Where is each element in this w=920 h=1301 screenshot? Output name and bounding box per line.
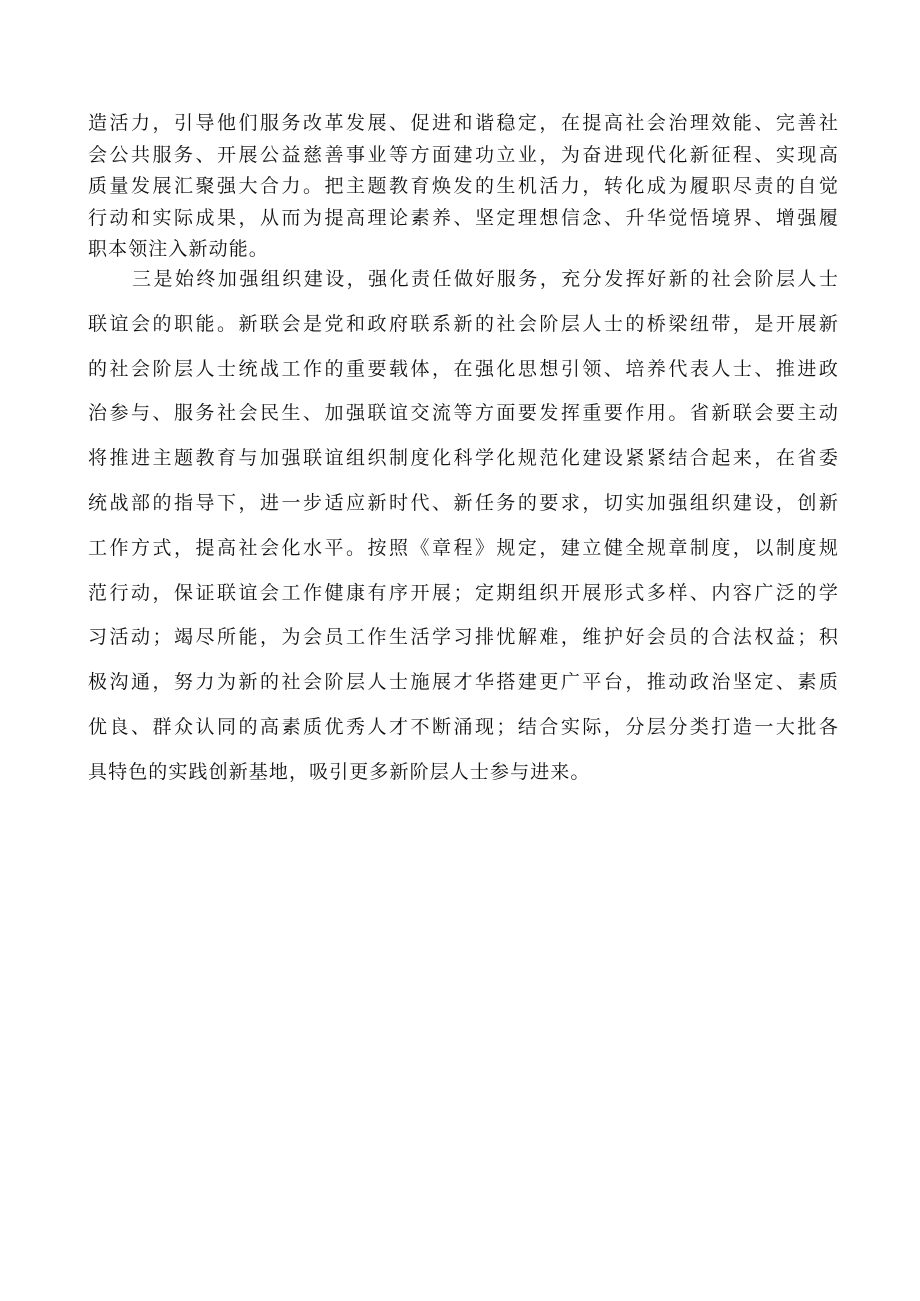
paragraph-line: 统战部的指导下，进一步适应新时代、新任务的要求，切实加强组织建设，创新 <box>88 491 839 514</box>
paragraph-line: 范行动，保证联谊会工作健康有序开展；定期组织开展形式多样、内容广泛的学 <box>88 581 839 604</box>
paragraph-line: 极沟通，努力为新的社会阶层人士施展才华搭建更广平台，推动政治坚定、素质 <box>88 671 839 694</box>
paragraph-line: 造活力，引导他们服务改革发展、促进和谐稳定，在提高社会治理效能、完善社 <box>88 112 839 134</box>
paragraph-line: 职本领注入新动能。 <box>88 238 269 260</box>
paragraph-organization-building <box>88 257 839 795</box>
paragraph-line: 习活动；竭尽所能，为会员工作生活学习排忧解难，维护好会员的合法权益；积 <box>88 626 839 649</box>
paragraph-line: 具特色的实践创新基地，吸引更多新阶层人士参与进来。 <box>88 760 591 783</box>
paragraph-line: 治参与、服务社会民生、加强联谊交流等方面要发挥重要作用。省新联会要主动 <box>88 402 839 425</box>
paragraph-line: 将推进主题教育与加强联谊组织制度化科学化规范化建设紧紧结合起来，在省委 <box>88 447 839 470</box>
paragraph-line: 行动和实际成果，从而为提高理论素养、坚定理想信念、升华觉悟境界、增强履 <box>88 206 839 229</box>
paragraph-line: 优良、群众认同的高素质优秀人才不断涌现；结合实际，分层分类打造一大批各 <box>88 715 839 738</box>
paragraph-line: 会公共服务、开展公益慈善事业等方面建功立业，为奋进现代化新征程、实现高 <box>88 143 839 166</box>
paragraph-line: 三是始终加强组织建设，强化责任做好服务，充分发挥好新的社会阶层人士 <box>132 268 839 290</box>
paragraph-line: 联谊会的职能。新联会是党和政府联系新的社会阶层人士的桥梁纽带，是开展新 <box>88 312 839 335</box>
paragraph-continuation <box>88 108 839 266</box>
paragraph-line: 工作方式，提高社会化水平。按照《章程》规定，建立健全规章制度，以制度规 <box>88 536 839 559</box>
paragraph-line: 质量发展汇聚强大合力。把主题教育焕发的生机活力，转化成为履职尽责的自觉 <box>88 175 839 197</box>
paragraph-line: 的社会阶层人士统战工作的重要载体，在强化思想引领、培养代表人士、推进政 <box>88 357 839 380</box>
